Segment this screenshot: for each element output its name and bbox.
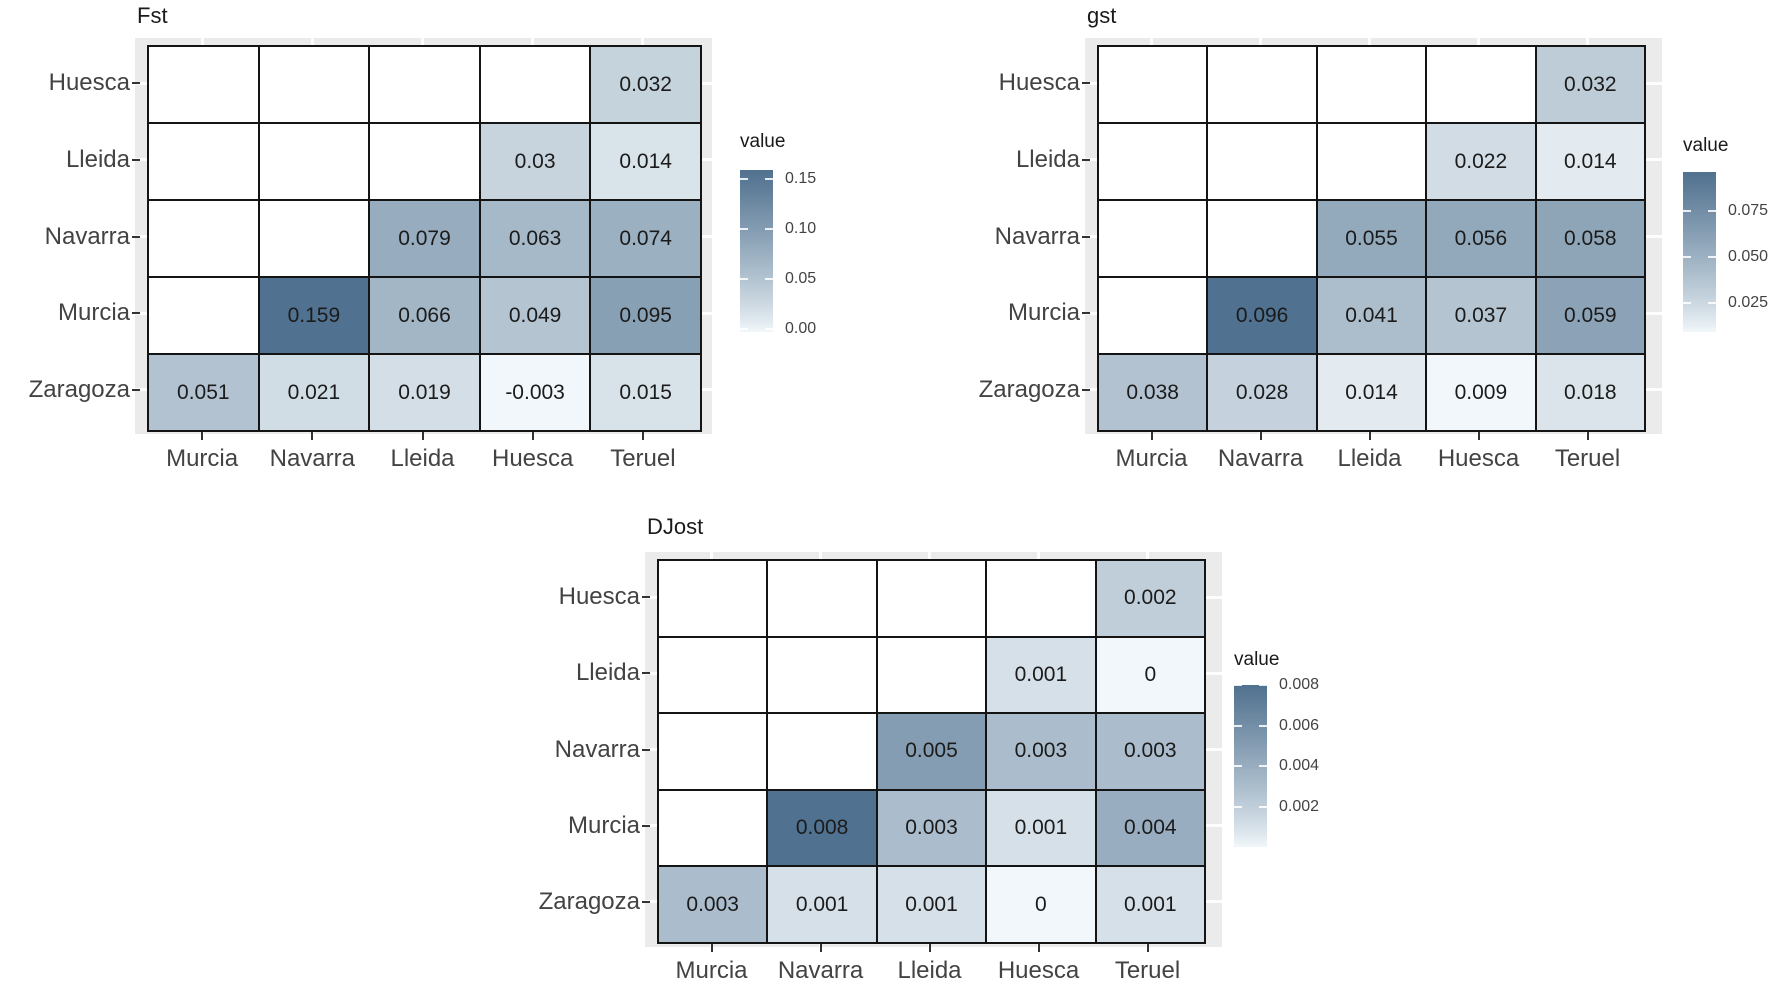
gridline-notch bbox=[710, 552, 713, 559]
cell-value: 0.03 bbox=[514, 149, 556, 173]
heatmap-cell bbox=[260, 355, 369, 430]
cell-value: 0.003 bbox=[1014, 739, 1068, 763]
heatmap-cell bbox=[591, 355, 700, 430]
cell-value: 0.037 bbox=[1454, 303, 1508, 327]
gridline-notch bbox=[531, 428, 534, 434]
heatmap-cell bbox=[1097, 867, 1204, 942]
x-axis-tick bbox=[1147, 944, 1149, 952]
y-axis-label: Murcia bbox=[567, 811, 640, 839]
heatmap-cell bbox=[260, 47, 369, 122]
cell-value: 0.038 bbox=[1126, 380, 1179, 404]
legend-tick-label: 0.10 bbox=[785, 220, 817, 237]
x-axis-label: Teruel bbox=[610, 445, 676, 472]
gridline-notch bbox=[1642, 158, 1662, 161]
cell-value: 0.009 bbox=[1454, 380, 1508, 404]
heatmap-cell bbox=[260, 201, 369, 276]
heatmap-cell bbox=[1208, 47, 1315, 122]
legend-tick-mark bbox=[1683, 256, 1691, 258]
heatmap-cell bbox=[260, 278, 369, 353]
gridline-notch bbox=[1642, 235, 1662, 238]
legend-tick-mark bbox=[740, 328, 748, 330]
gridline-notch bbox=[641, 38, 644, 45]
heatmap-cell bbox=[481, 47, 590, 122]
heatmap-cell bbox=[149, 201, 258, 276]
x-axis-tick bbox=[1038, 944, 1040, 952]
cell-value: 0.014 bbox=[1564, 149, 1617, 173]
x-axis-tick bbox=[201, 432, 203, 440]
legend-tick-mark bbox=[1683, 302, 1691, 304]
gridline-notch bbox=[710, 940, 713, 947]
heatmap-cell bbox=[768, 638, 875, 713]
y-axis-tick bbox=[1082, 312, 1090, 314]
legend-title: value bbox=[740, 131, 786, 152]
gridline-notch bbox=[641, 428, 644, 434]
chart-title: Fst bbox=[137, 3, 168, 28]
gridline-notch bbox=[421, 428, 424, 434]
x-axis-label: Huesca bbox=[492, 445, 574, 472]
cell-value: 0.063 bbox=[508, 226, 562, 250]
y-axis-label: Murcia bbox=[57, 299, 130, 327]
tile-grid bbox=[147, 45, 702, 432]
heatmap-cell bbox=[1097, 791, 1204, 866]
heatmap-cell bbox=[878, 791, 985, 866]
heatmap-cell bbox=[1427, 201, 1534, 276]
heatmap-cell bbox=[659, 561, 766, 636]
gridline-notch bbox=[531, 38, 534, 45]
y-axis-tick bbox=[642, 672, 650, 674]
x-axis-label: Murcia bbox=[675, 957, 748, 984]
heatmap-cell bbox=[370, 278, 479, 353]
y-axis-label: Murcia bbox=[1007, 299, 1080, 327]
gridline-notch bbox=[1642, 388, 1662, 391]
legend-tick-mark bbox=[1259, 725, 1267, 727]
gridline-notch bbox=[1477, 38, 1480, 45]
gridline-notch bbox=[698, 312, 712, 315]
gridline-notch bbox=[311, 38, 314, 45]
x-axis-tick bbox=[1587, 432, 1589, 440]
heatmap-panel bbox=[645, 552, 1222, 947]
y-axis-tick bbox=[132, 389, 140, 391]
cell-value: 0.021 bbox=[287, 380, 341, 404]
heatmap-cell bbox=[987, 638, 1094, 713]
heatmap-cell bbox=[987, 714, 1094, 789]
cell-value: 0.059 bbox=[1564, 303, 1617, 327]
x-axis-label: Navarra bbox=[269, 445, 355, 472]
heatmap-cell bbox=[370, 355, 479, 430]
legend-tick-mark bbox=[1234, 684, 1242, 686]
y-axis-label: Zaragoza bbox=[28, 375, 130, 403]
chart-title: gst bbox=[1087, 3, 1117, 28]
cell-value: 0.066 bbox=[398, 303, 451, 327]
y-axis-label: Huesca bbox=[998, 69, 1080, 97]
y-axis-label: Lleida bbox=[575, 659, 640, 687]
legend-tick-label: 0.006 bbox=[1279, 716, 1320, 734]
gridline-notch bbox=[1202, 900, 1222, 903]
gridline-notch bbox=[1586, 428, 1589, 434]
cell-value: 0.074 bbox=[619, 226, 672, 250]
heatmap-cell bbox=[1318, 201, 1425, 276]
heatmap-cell bbox=[1208, 355, 1315, 430]
x-axis-label: Navarra bbox=[777, 957, 864, 984]
heatmap-cell bbox=[768, 714, 875, 789]
heatmap-cell bbox=[659, 638, 766, 713]
y-axis-label: Lleida bbox=[65, 145, 130, 173]
heatmap-cell bbox=[481, 201, 590, 276]
x-axis-label: Lleida bbox=[390, 445, 455, 472]
x-axis-tick bbox=[820, 944, 822, 952]
legend-tick-label: 0.00 bbox=[785, 320, 817, 337]
gridline-notch bbox=[1642, 82, 1662, 85]
legend-tick-label: 0.008 bbox=[1279, 676, 1320, 693]
y-axis-label: Huesca bbox=[48, 69, 130, 97]
heatmap-cell bbox=[481, 278, 590, 353]
gridline-notch bbox=[819, 940, 822, 947]
legend-tick-mark bbox=[765, 328, 773, 330]
heatmap-cell bbox=[591, 201, 700, 276]
heatmap-cell bbox=[149, 47, 258, 122]
heatmap-cell bbox=[149, 124, 258, 199]
legend-tick-mark bbox=[1234, 765, 1242, 767]
legend-tick-label: 0.004 bbox=[1279, 757, 1320, 774]
heatmap-cell bbox=[370, 124, 479, 199]
gridline-notch bbox=[1259, 38, 1262, 45]
gridline-notch bbox=[645, 824, 657, 827]
cell-value: 0.001 bbox=[1124, 892, 1177, 916]
gridline-notch bbox=[135, 158, 147, 161]
legend-tick-mark bbox=[740, 228, 748, 230]
x-axis-label: Huesca bbox=[1437, 445, 1520, 472]
gridline-notch bbox=[1477, 428, 1480, 434]
legend-colorbar bbox=[740, 170, 773, 332]
legend-tick-mark bbox=[765, 228, 773, 230]
gridline-notch bbox=[645, 596, 657, 599]
heatmap-cell bbox=[1537, 47, 1644, 122]
heatmap-cell bbox=[987, 867, 1094, 942]
cell-value: 0 bbox=[1144, 662, 1157, 686]
heatmap-cell bbox=[481, 355, 590, 430]
cell-value: 0.004 bbox=[1124, 816, 1177, 840]
cell-value: 0.003 bbox=[905, 816, 958, 840]
x-axis-label: Navarra bbox=[1217, 445, 1304, 472]
heatmap-cell bbox=[878, 714, 985, 789]
cell-value: 0.014 bbox=[1345, 380, 1398, 404]
cell-value: 0.001 bbox=[1014, 662, 1068, 686]
gridline-notch bbox=[1259, 428, 1262, 434]
cell-value: 0.032 bbox=[619, 72, 672, 96]
x-axis-tick bbox=[532, 432, 534, 440]
gridline-notch bbox=[698, 158, 712, 161]
cell-value: 0.049 bbox=[508, 303, 562, 327]
cell-value: 0.018 bbox=[1564, 380, 1617, 404]
heatmap-cell bbox=[1537, 278, 1644, 353]
gridline-notch bbox=[1642, 312, 1662, 315]
y-axis-tick bbox=[642, 901, 650, 903]
gridline-notch bbox=[1368, 428, 1371, 434]
cell-value: 0.041 bbox=[1345, 303, 1398, 327]
cell-value: 0.019 bbox=[398, 380, 451, 404]
heatmap-cell bbox=[1208, 201, 1315, 276]
legend-tick-mark bbox=[1708, 302, 1716, 304]
cell-value: 0.022 bbox=[1454, 149, 1508, 173]
legend-tick-mark bbox=[1259, 765, 1267, 767]
gridline-notch bbox=[1037, 552, 1040, 559]
cell-value: 0.002 bbox=[1124, 586, 1177, 610]
gridline-notch bbox=[1037, 940, 1040, 947]
heatmap-cell bbox=[1099, 47, 1206, 122]
heatmap-cell bbox=[1318, 124, 1425, 199]
cell-value: 0.003 bbox=[686, 892, 739, 916]
cell-value: 0.058 bbox=[1564, 226, 1617, 250]
legend-colorbar bbox=[1683, 172, 1716, 332]
cell-value: -0.003 bbox=[505, 380, 565, 404]
cell-value: 0.028 bbox=[1235, 380, 1289, 404]
y-axis-tick bbox=[132, 312, 140, 314]
heatmap-cell bbox=[659, 867, 766, 942]
legend-tick-label: 0.025 bbox=[1728, 293, 1769, 311]
cell-value: 0.001 bbox=[795, 892, 849, 916]
legend-tick-mark bbox=[1234, 806, 1242, 808]
y-axis-tick bbox=[642, 825, 650, 827]
heatmap-cell bbox=[1097, 561, 1204, 636]
heatmap-cell bbox=[1537, 124, 1644, 199]
gridline-notch bbox=[311, 428, 314, 434]
gridline-notch bbox=[1202, 596, 1222, 599]
cell-value: 0.003 bbox=[1124, 739, 1177, 763]
x-axis-label: Lleida bbox=[897, 957, 962, 984]
heatmap-cell bbox=[1427, 124, 1534, 199]
gridline-notch bbox=[698, 235, 712, 238]
y-axis-tick bbox=[1082, 82, 1090, 84]
heatmap-cell bbox=[878, 638, 985, 713]
y-axis-label: Navarra bbox=[44, 222, 130, 250]
legend-tick-mark bbox=[1708, 210, 1716, 212]
x-axis-tick bbox=[711, 944, 713, 952]
cell-value: 0.014 bbox=[619, 149, 672, 173]
heatmap-cell bbox=[1208, 124, 1315, 199]
gridline-notch bbox=[928, 552, 931, 559]
heatmap-cell bbox=[1099, 124, 1206, 199]
gridline-notch bbox=[1085, 235, 1097, 238]
cell-value: 0.005 bbox=[905, 739, 958, 763]
cell-value: 0.095 bbox=[619, 303, 672, 327]
heatmap-cell bbox=[659, 791, 766, 866]
heatmap-cell bbox=[260, 124, 369, 199]
tile-grid bbox=[1097, 45, 1646, 432]
y-axis-label: Navarra bbox=[994, 222, 1080, 250]
gridline-notch bbox=[698, 388, 712, 391]
gridline-notch bbox=[1150, 38, 1153, 45]
gridline-notch bbox=[1085, 82, 1097, 85]
y-axis-tick bbox=[642, 749, 650, 751]
legend-colorbar bbox=[1234, 685, 1267, 847]
heatmap-cell bbox=[1318, 47, 1425, 122]
heatmap-cell bbox=[1208, 278, 1315, 353]
heatmap-cell bbox=[1537, 201, 1644, 276]
gridline-notch bbox=[928, 940, 931, 947]
legend-tick-label: 0.050 bbox=[1728, 247, 1769, 265]
x-axis-tick bbox=[1260, 432, 1262, 440]
heatmap-cell bbox=[1318, 278, 1425, 353]
gridline-notch bbox=[135, 312, 147, 315]
heatmap-cell bbox=[1099, 278, 1206, 353]
heatmap-cell bbox=[370, 201, 479, 276]
gridline-notch bbox=[1202, 672, 1222, 675]
legend-tick-label: 0.075 bbox=[1728, 201, 1769, 219]
legend-tick-mark bbox=[765, 178, 773, 180]
legend-tick-mark bbox=[740, 278, 748, 280]
y-axis-label: Zaragoza bbox=[978, 375, 1080, 403]
legend-tick-mark bbox=[1708, 256, 1716, 258]
heatmap-cell bbox=[987, 791, 1094, 866]
y-axis-label: Navarra bbox=[554, 735, 640, 763]
gridline-notch bbox=[698, 82, 712, 85]
legend-tick-mark bbox=[765, 278, 773, 280]
gridline-notch bbox=[645, 900, 657, 903]
cell-value: 0.159 bbox=[287, 303, 341, 327]
x-axis-tick bbox=[929, 944, 931, 952]
x-axis-tick bbox=[1151, 432, 1153, 440]
gridline-notch bbox=[645, 672, 657, 675]
x-axis-label: Teruel bbox=[1554, 445, 1621, 472]
y-axis-tick bbox=[1082, 236, 1090, 238]
legend-tick-mark bbox=[1259, 806, 1267, 808]
heatmap-cell bbox=[1097, 714, 1204, 789]
heatmap-cell bbox=[768, 867, 875, 942]
heatmap-cell bbox=[149, 278, 258, 353]
gridline-notch bbox=[1085, 388, 1097, 391]
gridline-notch bbox=[1150, 428, 1153, 434]
y-axis-label: Lleida bbox=[1015, 145, 1080, 173]
legend-tick-mark bbox=[1259, 684, 1267, 686]
cell-value: 0.008 bbox=[795, 816, 849, 840]
gridline-notch bbox=[1085, 158, 1097, 161]
heatmap-cell bbox=[1099, 201, 1206, 276]
legend-tick-label: 0.002 bbox=[1279, 797, 1320, 815]
x-axis-tick bbox=[422, 432, 424, 440]
legend-tick-mark bbox=[1683, 210, 1691, 212]
gridline-notch bbox=[1368, 38, 1371, 45]
x-axis-tick bbox=[642, 432, 644, 440]
heatmap-cell bbox=[481, 124, 590, 199]
heatmap-cell bbox=[1537, 355, 1644, 430]
legend-tick-mark bbox=[1234, 725, 1242, 727]
gridline-notch bbox=[1202, 824, 1222, 827]
cell-value: 0.051 bbox=[177, 380, 230, 404]
heatmap-cell bbox=[1427, 355, 1534, 430]
y-axis-tick bbox=[642, 596, 650, 598]
x-axis-label: Teruel bbox=[1114, 957, 1181, 984]
legend-tick-label: 0.05 bbox=[785, 270, 817, 287]
x-axis-label: Murcia bbox=[166, 445, 239, 472]
cell-value: 0.079 bbox=[398, 226, 451, 250]
legend-title: value bbox=[1234, 649, 1280, 670]
cell-value: 0.001 bbox=[905, 892, 958, 916]
gridline-notch bbox=[1586, 38, 1589, 45]
x-axis-tick bbox=[1478, 432, 1480, 440]
cell-value: 0.001 bbox=[1014, 816, 1068, 840]
gridline-notch bbox=[819, 552, 822, 559]
x-axis-label: Lleida bbox=[1337, 445, 1402, 472]
gridline-notch bbox=[135, 82, 147, 85]
heatmap-cell bbox=[591, 124, 700, 199]
heatmap-cell bbox=[659, 714, 766, 789]
x-axis-label: Murcia bbox=[1115, 445, 1188, 472]
legend-title: value bbox=[1683, 135, 1729, 156]
y-axis-tick bbox=[1082, 159, 1090, 161]
gridline-notch bbox=[201, 428, 204, 434]
chart-title: DJost bbox=[647, 514, 704, 539]
legend-tick-label: 0.15 bbox=[785, 170, 817, 187]
cell-value: 0.055 bbox=[1345, 226, 1398, 250]
x-axis-tick bbox=[1369, 432, 1371, 440]
heatmap-cell bbox=[1427, 278, 1534, 353]
cell-value: 0.032 bbox=[1564, 72, 1617, 96]
y-axis-label: Huesca bbox=[558, 583, 640, 611]
y-axis-tick bbox=[132, 159, 140, 161]
y-axis-tick bbox=[132, 82, 140, 84]
legend-tick-mark bbox=[740, 178, 748, 180]
gridline-notch bbox=[1202, 748, 1222, 751]
heatmap-cell bbox=[768, 561, 875, 636]
gridline-notch bbox=[1146, 940, 1149, 947]
tile-grid bbox=[657, 559, 1206, 944]
heatmap-panel bbox=[135, 38, 712, 434]
y-axis-label: Zaragoza bbox=[538, 887, 640, 915]
gridline-notch bbox=[201, 38, 204, 45]
gridline-notch bbox=[135, 235, 147, 238]
heatmap-cell bbox=[768, 791, 875, 866]
gridline-notch bbox=[135, 388, 147, 391]
y-axis-tick bbox=[1082, 389, 1090, 391]
heatmap-cell bbox=[987, 561, 1094, 636]
x-axis-label: Huesca bbox=[997, 957, 1080, 984]
gridline-notch bbox=[421, 38, 424, 45]
heatmap-cell bbox=[878, 867, 985, 942]
heatmap-cell bbox=[1318, 355, 1425, 430]
heatmap-cell bbox=[1099, 355, 1206, 430]
heatmap-cell bbox=[1427, 47, 1534, 122]
heatmap-cell bbox=[878, 561, 985, 636]
heatmap-cell bbox=[370, 47, 479, 122]
heatmap-cell bbox=[149, 355, 258, 430]
heatmap-cell bbox=[591, 278, 700, 353]
heatmap-panel bbox=[1085, 38, 1662, 434]
gridline-notch bbox=[645, 748, 657, 751]
cell-value: 0 bbox=[1035, 892, 1047, 916]
heatmap-cell bbox=[591, 47, 700, 122]
y-axis-tick bbox=[132, 236, 140, 238]
heatmap-cell bbox=[1097, 638, 1204, 713]
cell-value: 0.015 bbox=[619, 380, 672, 404]
cell-value: 0.056 bbox=[1454, 226, 1508, 250]
x-axis-tick bbox=[311, 432, 313, 440]
gridline-notch bbox=[1146, 552, 1149, 559]
cell-value: 0.096 bbox=[1235, 303, 1289, 327]
gridline-notch bbox=[1085, 312, 1097, 315]
